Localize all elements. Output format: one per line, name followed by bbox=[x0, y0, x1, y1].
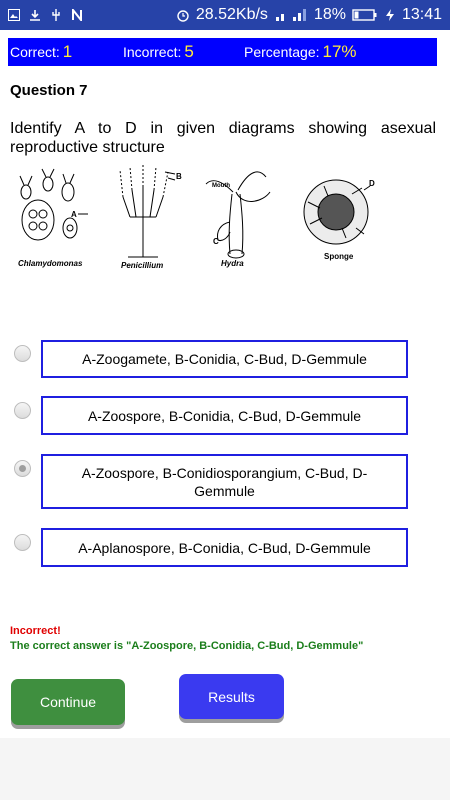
chlamydomonas-drawing bbox=[20, 169, 88, 240]
diagram-label-hydra: Hydra bbox=[221, 259, 244, 268]
option-3-box[interactable] bbox=[41, 454, 408, 509]
network-speed: 28.52Kb/s bbox=[195, 6, 268, 23]
download-icon bbox=[29, 9, 41, 21]
option-4-box[interactable] bbox=[41, 528, 408, 567]
feedback-correct-answer: The correct answer is "A-Zoospore, B-Conidia, C-Bud, D-Gemmule" bbox=[10, 640, 364, 652]
correct-count: Correct: 1 bbox=[10, 42, 73, 61]
status-bar bbox=[0, 0, 450, 30]
incorrect-count: Incorrect: 5 bbox=[123, 42, 194, 61]
diagram-marker-c: C bbox=[213, 237, 219, 246]
option-1-radio[interactable] bbox=[14, 345, 31, 362]
option-4-radio[interactable] bbox=[14, 534, 31, 551]
charging-icon bbox=[384, 9, 396, 21]
option-2-radio[interactable] bbox=[14, 402, 31, 419]
n-icon bbox=[71, 9, 83, 21]
option-1-text: A-Zoogamete, B-Conidia, C-Bud, D-Gemmule bbox=[82, 351, 367, 367]
option-3-text: A-Zoospore, B-Conidiosporangium, C-Bud, D-Gemmule bbox=[81, 464, 368, 499]
question-title: Question 7 bbox=[10, 82, 88, 99]
clock: 13:41 bbox=[401, 6, 442, 23]
alarm-icon bbox=[176, 8, 190, 22]
bottom-area bbox=[0, 738, 450, 800]
question-text: Identify A to D in given diagrams showing asexual reproductive structure bbox=[10, 120, 436, 156]
diagram-label-sponge: Sponge bbox=[324, 252, 354, 261]
diagram-label-penicillium: Penicillium bbox=[121, 261, 164, 270]
sponge-drawing bbox=[304, 180, 370, 244]
option-2-text: A-Zoospore, B-Conidia, C-Bud, D-Gemmule bbox=[87, 407, 362, 424]
diagram-marker-a: A bbox=[71, 210, 77, 219]
usb-icon bbox=[50, 9, 62, 21]
diagram-marker-mouth: Mouth bbox=[212, 183, 230, 189]
diagram-marker-b: B bbox=[176, 172, 182, 181]
option-4-text: A-Aplanospore, B-Conidia, C-Bud, D-Gemmule bbox=[78, 539, 371, 556]
diagram-label-chlamydomonas: Chlamydomonas bbox=[18, 259, 83, 268]
score-bar bbox=[8, 38, 437, 66]
signal-icon bbox=[274, 8, 308, 22]
continue-button[interactable]: Continue bbox=[11, 679, 125, 725]
question-diagram bbox=[8, 162, 378, 272]
battery-icon bbox=[352, 8, 378, 22]
feedback-result: Incorrect! bbox=[10, 625, 61, 637]
option-3-radio[interactable] bbox=[14, 460, 31, 477]
battery-percent: 18% bbox=[313, 6, 346, 23]
percentage: Percentage: 17% bbox=[244, 42, 357, 61]
option-1-box[interactable] bbox=[41, 340, 408, 378]
penicillium-drawing bbox=[120, 165, 175, 257]
image-icon bbox=[8, 9, 20, 21]
results-button[interactable]: Results bbox=[179, 674, 284, 719]
diagram-marker-d: D bbox=[369, 179, 375, 188]
option-2-box[interactable] bbox=[41, 396, 408, 435]
